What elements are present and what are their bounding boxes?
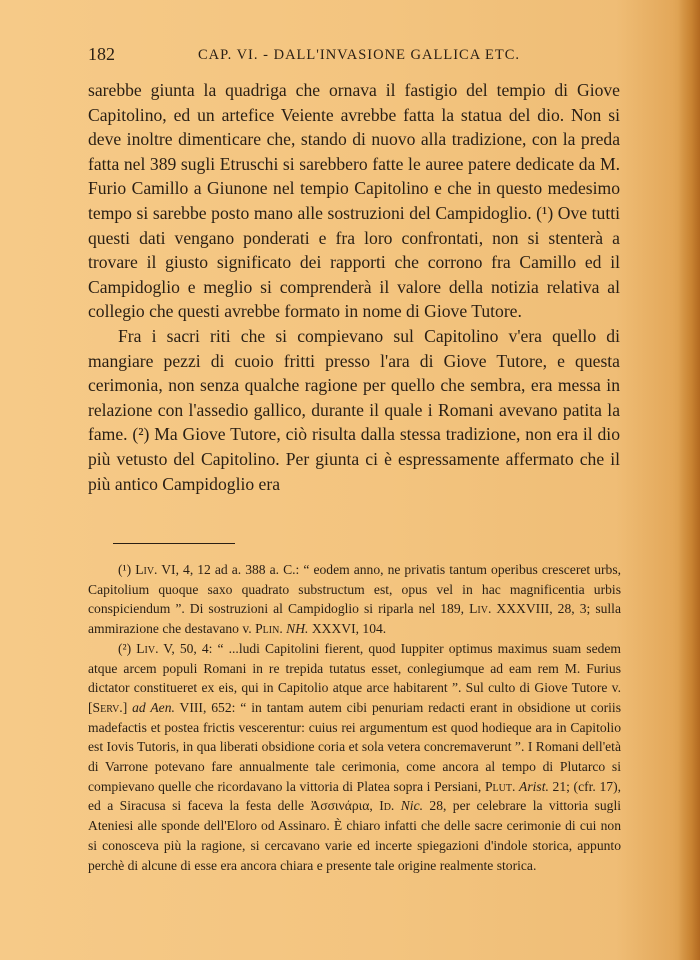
- footnote-2-source: Id.: [379, 798, 395, 814]
- footnote-2-text: 21; (cfr. 17), ed a Siracusa si faceva la festa delle Ἀσσινάρια,: [88, 778, 622, 814]
- footnote-2-text: ]: [122, 699, 133, 715]
- footnote-1-work: NH.: [286, 621, 309, 637]
- footnote-2-source: Liv.: [136, 640, 159, 656]
- footnote-2-text: V, 50, 4: “ ...ludi Capitolini fierent, quod Iuppiter optimus maximus suam sedem atque arcem populi Romani in re trepida tutatus esset, conlegiumque ad eam rem M. Furius dictator constitueret ex eis, qui in Capitolio atque arce habitarent ”. Sul culto di Giove Tutore v. [: [88, 640, 622, 715]
- paragraph-1: sarebbe giunta la quadriga che ornava il fastigio del tempio di Giove Capitolino, ed un artefice Veiente avrebbe fatta la statua del dio. Non si deve inoltre dimenticare che, stando di nuovo alla tradizione, con la preda fatta nel 389 sugli Etruschi si sarebbero fatte le auree patere dedicate da M. Furio Camillo a Giunone nel tempio Capitolino e che in questo medesimo tempo si sarebbe posto mano alle sostruzioni del Campidoglio. (¹) Ove tutti questi dati vengano ponderati e fra loro confrontati, non si stenterà a trovare il giusto significato dei rapporti che corrono fra Camillo ed il Campidoglio e meglio si comprenderà il valore della notizia relativa al collegio che questi avrebbe formato in nome di Giove Tutore.: [88, 80, 620, 322]
- footnote-1-source: Plin.: [255, 621, 283, 637]
- footnote-2-source: Plut.: [484, 778, 516, 794]
- footnote-2-source: Serv.: [92, 699, 123, 715]
- footnote-1-source: Liv.: [135, 562, 158, 577]
- footnote-2-work: ad Aen.: [132, 699, 175, 715]
- main-text: [88, 78, 620, 496]
- running-head: CAP. VI. - DALL'INVASIONE GALLICA ETC.: [198, 47, 521, 63]
- footnote-1: [88, 560, 621, 639]
- footnote-1-source: Liv.: [469, 601, 492, 617]
- footnote-1-mark: (¹): [118, 562, 132, 577]
- footnote-2-work: Nic.: [400, 798, 424, 814]
- footnote-divider: [113, 543, 235, 544]
- footnote-2-mark: (²): [118, 640, 132, 656]
- page-header: [88, 44, 618, 70]
- footnote-1-text: XXXVIII, 28, 3; sulla ammirazione che destavano v.: [88, 601, 621, 637]
- footnote-2-text: VIII, 652: “ in tantam autem cibi penuriam redacti erant in obsidione ut coriis madefactis et postea frictis vescerentur: cuius rei argumentum est quod hodieque ara in Capitolio est Iovis Tutoris, in qua liberati obsidione coria et sola vetera concremaverunt ”. I Romani dell'età di Varrone potevano fare annualmente tale cerimonia, come ancora al tempo di Plutarco si compievano quelle che ricordavano la vittoria di Platea sopra i Persiani,: [88, 699, 621, 794]
- footnote-2-text: 28, per celebrare la vittoria sugli Ateniesi alle sponde dell'Eloro od Assinaro. È chiaro infatti che delle sacre cerimonie di cui non si conosceva più la ragione, si cercavano varie ed incerte spiegazioni d'indole storica, appunto perchè di alcune di esse era ancora chiara e presente tale origine realmente storica.: [88, 798, 621, 873]
- page-edge-shadow: [678, 0, 700, 960]
- page-number: 182: [88, 44, 115, 64]
- footnote-1-text: XXXVI, 104.: [308, 621, 387, 637]
- footnote-2-work: Arist.: [519, 778, 549, 794]
- footnotes: [88, 560, 621, 875]
- footnote-2: [88, 639, 621, 875]
- paragraph-2: Fra i sacri riti che si compievano sul Capitolino v'era quello di mangiare pezzi di cuoio fritti presso l'ara di Giove Tutore, e questa cerimonia, non senza qualche ragione per quello che sembra, era messa in relazione con l'assedio gallico, durante il quale i Romani avevano patita la fame. (²) Ma Giove Tutore, ciò risulta dalla stessa tradizione, non era il dio più vetusto del Capitolino. Per giunta ci è espressamente affermato che il più antico Campidoglio era: [88, 325, 620, 494]
- footnote-1-text: VI, 4, 12 ad a. 388 a. C.: “ eodem anno, ne privatis tantum operibus cresceret urbs, Capitolium quoque saxo quadrato substructum est, opus vel in hac magnificentia urbis conspiciendum ”. Di sostruzioni al Campidoglio si riparla nel 189,: [88, 562, 622, 617]
